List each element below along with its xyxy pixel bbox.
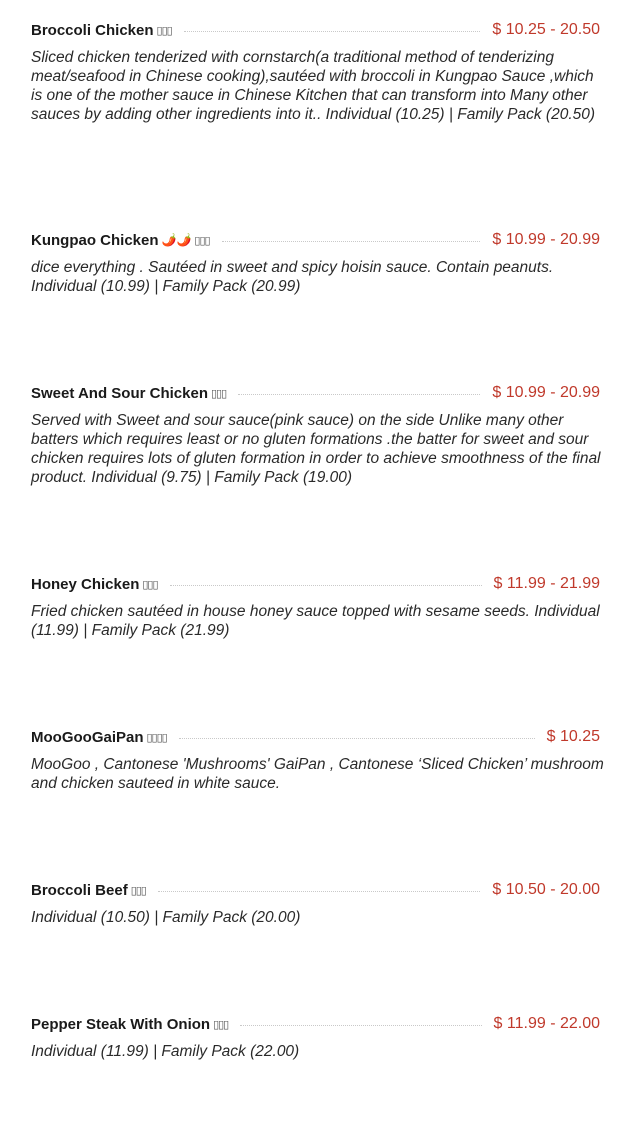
menu-item-name: Honey Chicken: [31, 575, 140, 593]
missing-glyph-icon: ▯▯▯▯: [146, 731, 167, 744]
menu-item-header: [31, 879, 600, 901]
menu-item-description: dice everything . Sautéed in sweet and spicy hoisin sauce. Contain peanuts. Individual (10.99) | Family Pack (20.99): [31, 259, 554, 295]
menu-item-name: Broccoli Beef: [31, 881, 128, 899]
menu-item-description: Individual (10.50) | Family Pack (20.00): [31, 909, 301, 926]
menu-item-description: Sliced chicken tenderized with cornstarch(a traditional method of tenderizing meat/seafood in Chinese cooking),sautéed with broccoli in Kungpao Sauce ,which is one of the mother sauce in Chinese Kitchen that can transform into Many other sauces by adding other ingredients into it.. Individual (10.25) | Family Pack (20.50): [31, 49, 596, 123]
menu-item-price: $ 11.99 - 21.99: [493, 575, 600, 592]
dotted-leader: [184, 31, 481, 32]
dotted-leader: [158, 891, 480, 892]
menu-item-price: $ 10.50 - 20.00: [492, 881, 600, 898]
dotted-leader: [179, 738, 535, 739]
menu-item-broccoli-beef[interactable]: [31, 879, 600, 927]
chili-pepper-icon: 🌶️🌶️: [161, 233, 192, 247]
menu-item-header: [31, 726, 600, 748]
missing-glyph-icon: ▯▯▯: [194, 234, 210, 247]
menu-item-honey-chicken[interactable]: [31, 573, 600, 640]
dotted-leader: [240, 1025, 481, 1026]
menu-item-price: $ 10.99 - 20.99: [492, 384, 600, 401]
missing-glyph-icon: ▯▯▯: [130, 884, 146, 897]
menu-item-description: MooGoo , Cantonese 'Mushrooms' GaiPan , Cantonese ‘Sliced Chicken’ mushroom and chicken sauteed in white sauce.: [31, 756, 604, 792]
menu-item-price: $ 10.99 - 20.99: [492, 231, 600, 248]
menu-item-kungpao-chicken[interactable]: [31, 229, 600, 296]
menu-item-name: MooGooGaiPan: [31, 728, 144, 746]
menu-item-description: Individual (11.99) | Family Pack (22.00): [31, 1043, 300, 1060]
menu-item-name: Pepper Steak With Onion: [31, 1015, 211, 1033]
dotted-leader: [238, 394, 480, 395]
dotted-leader: [222, 241, 481, 242]
menu-item-description: Fried chicken sautéed in house honey sauce topped with sesame seeds. Individual (11.99) | Family Pack (21.99): [31, 603, 600, 639]
menu-item-name: Kungpao Chicken: [31, 231, 159, 249]
menu-item-price: $ 10.25: [546, 728, 600, 745]
menu-item-pepper-steak-with-onion[interactable]: [31, 1013, 600, 1061]
missing-glyph-icon: ▯▯▯: [210, 387, 227, 400]
menu-item-sweet-and-sour-chicken[interactable]: [31, 382, 600, 487]
dotted-leader: [170, 585, 482, 586]
missing-glyph-icon: ▯▯▯: [213, 1018, 229, 1031]
menu-item-header: [31, 382, 600, 404]
menu-item-header: [31, 1013, 600, 1035]
menu-item-price: $ 10.25 - 20.50: [492, 21, 600, 38]
menu-item-moogoogaipan[interactable]: [31, 726, 604, 793]
menu-item-header: [31, 229, 600, 251]
missing-glyph-icon: ▯▯▯: [156, 24, 172, 37]
menu-item-header: [31, 573, 600, 595]
missing-glyph-icon: ▯▯▯: [142, 578, 158, 591]
menu-item-name: Sweet And Sour Chicken: [31, 384, 208, 402]
menu-item-price: $ 11.99 - 22.00: [493, 1015, 600, 1032]
menu-item-description: Served with Sweet and sour sauce(pink sauce) on the side Unlike many other batters which requires least or no gluten formations .the batter for sweet and sour chicken requires lots of gluten formation in order to achieve smoothness of the final product. Individual (9.75) | Family Pack (19.00): [31, 412, 601, 486]
menu-item-header: [31, 19, 600, 41]
menu-item-name: Broccoli Chicken: [31, 21, 154, 39]
menu-item-broccoli-chicken[interactable]: [31, 19, 600, 124]
